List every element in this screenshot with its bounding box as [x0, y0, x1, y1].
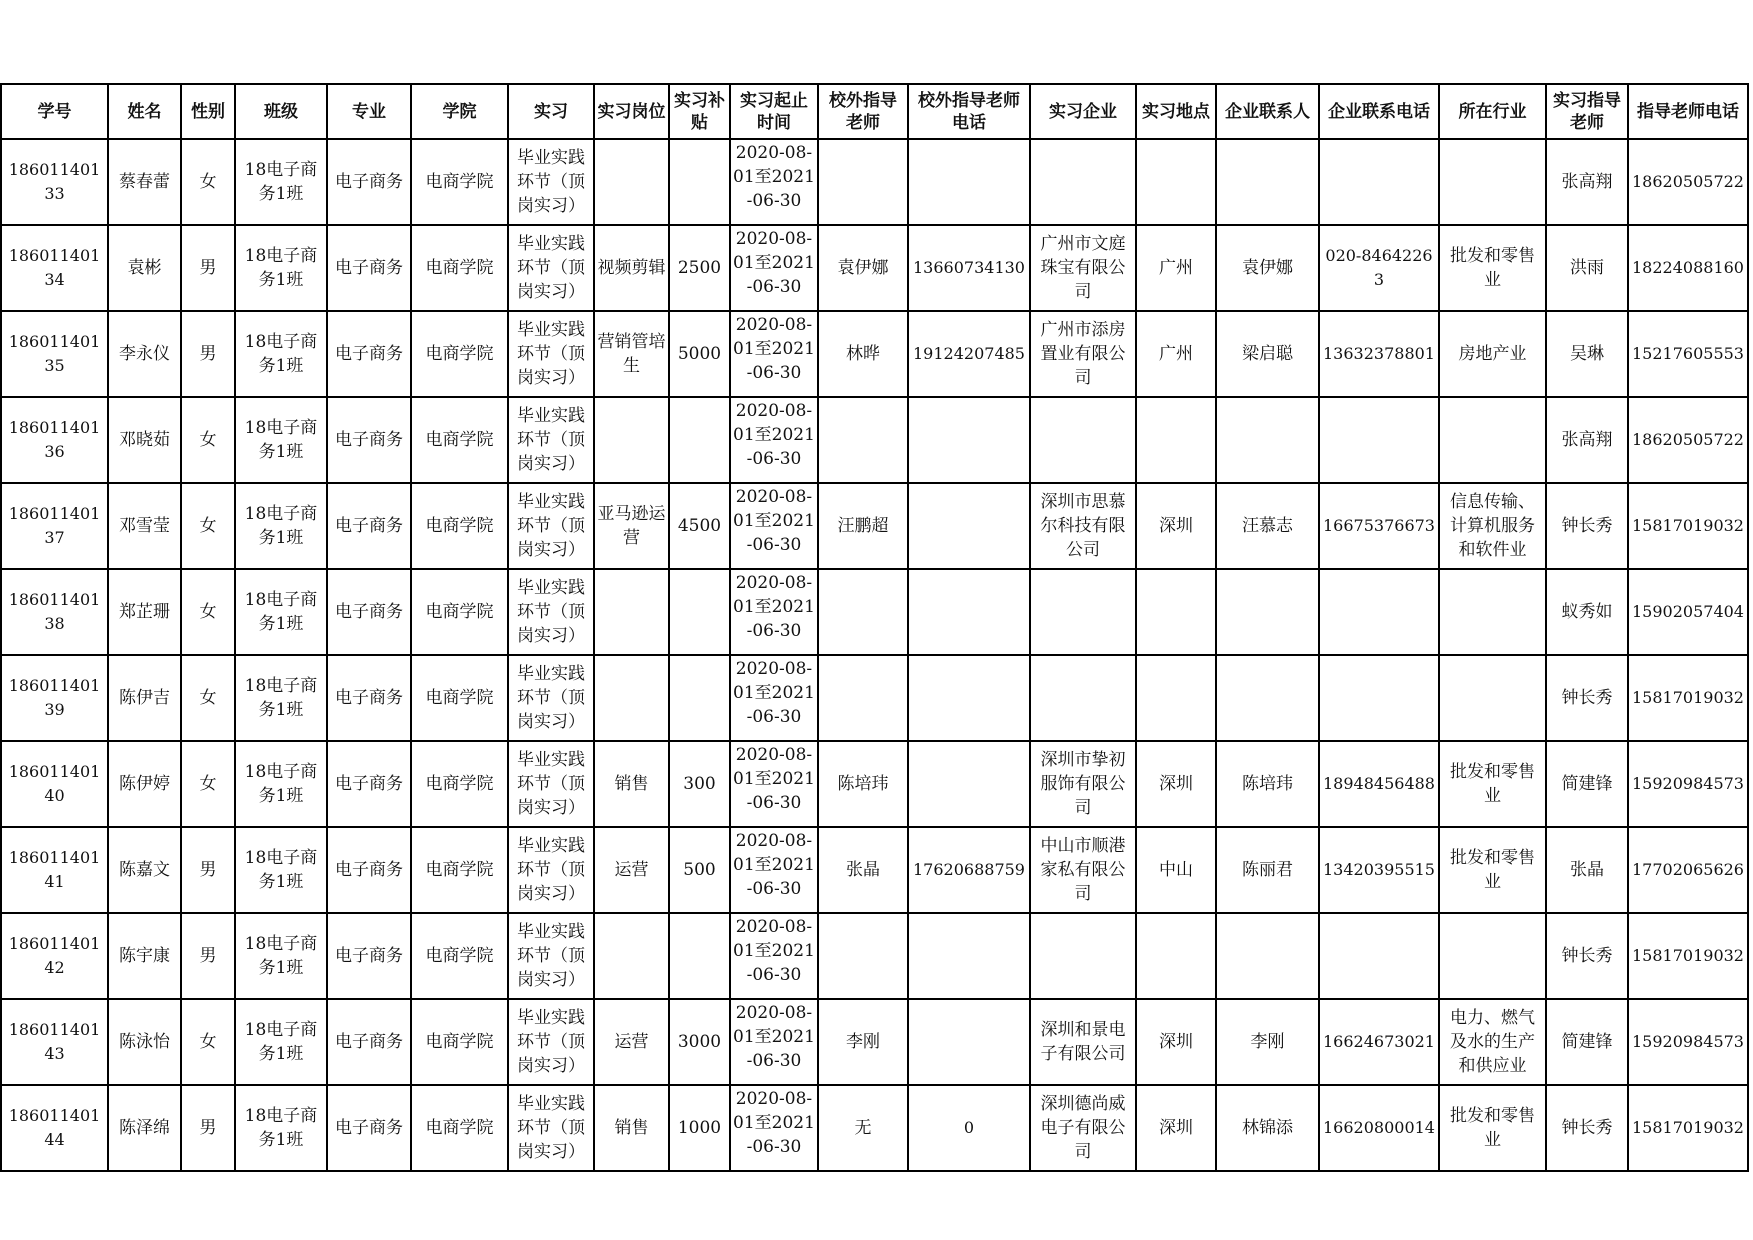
cell-company-phone	[1319, 569, 1439, 655]
cell-name: 陈伊吉	[108, 655, 181, 741]
cell-period	[730, 139, 818, 225]
cell-company-phone	[1319, 397, 1439, 483]
cell-advisor-phone: 15817019032	[1628, 913, 1748, 999]
cell-major: 电子商务	[327, 311, 411, 397]
cell-gender: 女	[181, 741, 235, 827]
cell-external-advisor-phone	[908, 913, 1030, 999]
header-subsidy: 实习补贴	[669, 84, 730, 139]
cell-external-advisor: 李刚	[818, 999, 908, 1085]
cell-company: 深圳市挚初服饰有限公司	[1030, 741, 1136, 827]
cell-internship-type: 毕业实践环节（顶岗实习）	[508, 913, 594, 999]
cell-period	[730, 655, 818, 741]
cell-name: 郑芷珊	[108, 569, 181, 655]
cell-external-advisor	[818, 397, 908, 483]
cell-gender: 男	[181, 913, 235, 999]
cell-position	[594, 569, 669, 655]
cell-subsidy	[669, 913, 730, 999]
cell-position	[594, 913, 669, 999]
table-row	[1, 741, 1748, 827]
header-industry: 所在行业	[1439, 84, 1546, 139]
cell-major: 电子商务	[327, 397, 411, 483]
cell-subsidy	[669, 139, 730, 225]
cell-external-advisor-phone	[908, 655, 1030, 741]
cell-period	[730, 225, 818, 311]
cell-college: 电商学院	[411, 741, 508, 827]
cell-class: 18电子商务1班	[235, 1085, 327, 1171]
cell-company-contact: 梁启聪	[1216, 311, 1319, 397]
cell-student-id: 18601140135	[1, 311, 108, 397]
cell-internship-advisor: 吴琳	[1546, 311, 1628, 397]
header-company-contact: 企业联系人	[1216, 84, 1319, 139]
cell-industry: 批发和零售业	[1439, 225, 1546, 311]
cell-name: 陈宇康	[108, 913, 181, 999]
cell-company	[1030, 569, 1136, 655]
cell-internship-advisor: 钟长秀	[1546, 655, 1628, 741]
cell-name: 袁彬	[108, 225, 181, 311]
cell-position: 视频剪辑	[594, 225, 669, 311]
cell-external-advisor-phone: 13660734130	[908, 225, 1030, 311]
cell-college: 电商学院	[411, 397, 508, 483]
cell-location	[1136, 569, 1216, 655]
cell-external-advisor-phone	[908, 999, 1030, 1085]
cell-major: 电子商务	[327, 913, 411, 999]
period-text: 2020-08-01至2021-06-30	[733, 315, 815, 383]
cell-subsidy: 5000	[669, 311, 730, 397]
cell-company-contact: 林锦添	[1216, 1085, 1319, 1171]
cell-name: 邓雪莹	[108, 483, 181, 569]
header-gender: 性别	[181, 84, 235, 139]
cell-internship-type: 毕业实践环节（顶岗实习）	[508, 999, 594, 1085]
cell-external-advisor: 袁伊娜	[818, 225, 908, 311]
cell-subsidy	[669, 655, 730, 741]
header-internship-type: 实习	[508, 84, 594, 139]
cell-industry: 信息传输、计算机服务和软件业	[1439, 483, 1546, 569]
cell-internship-advisor: 钟长秀	[1546, 483, 1628, 569]
cell-class: 18电子商务1班	[235, 655, 327, 741]
cell-internship-advisor: 张高翔	[1546, 397, 1628, 483]
cell-college: 电商学院	[411, 483, 508, 569]
cell-internship-advisor: 钟长秀	[1546, 913, 1628, 999]
cell-internship-advisor: 洪雨	[1546, 225, 1628, 311]
cell-industry	[1439, 569, 1546, 655]
cell-external-advisor	[818, 569, 908, 655]
header-name: 姓名	[108, 84, 181, 139]
cell-period	[730, 1085, 818, 1171]
cell-external-advisor-phone	[908, 569, 1030, 655]
cell-company	[1030, 655, 1136, 741]
cell-student-id: 18601140143	[1, 999, 108, 1085]
cell-position: 营销管培生	[594, 311, 669, 397]
cell-internship-advisor: 钟长秀	[1546, 1085, 1628, 1171]
cell-position	[594, 397, 669, 483]
cell-gender: 男	[181, 1085, 235, 1171]
cell-company: 广州市文庭珠宝有限公司	[1030, 225, 1136, 311]
cell-name: 李永仪	[108, 311, 181, 397]
cell-advisor-phone: 18620505722	[1628, 139, 1748, 225]
cell-company: 中山市顺港家私有限公司	[1030, 827, 1136, 913]
header-period: 实习起止时间	[730, 84, 818, 139]
header-internship-advisor: 实习指导老师	[1546, 84, 1628, 139]
cell-location	[1136, 913, 1216, 999]
cell-advisor-phone: 17702065626	[1628, 827, 1748, 913]
cell-internship-type: 毕业实践环节（顶岗实习）	[508, 225, 594, 311]
table-row	[1, 483, 1748, 569]
period-text: 2020-08-01至2021-06-30	[733, 401, 815, 469]
cell-internship-type: 毕业实践环节（顶岗实习）	[508, 655, 594, 741]
cell-company	[1030, 397, 1136, 483]
cell-position: 运营	[594, 999, 669, 1085]
cell-company: 深圳市思慕尔科技有限公司	[1030, 483, 1136, 569]
cell-class: 18电子商务1班	[235, 483, 327, 569]
cell-college: 电商学院	[411, 139, 508, 225]
cell-position	[594, 655, 669, 741]
cell-major: 电子商务	[327, 999, 411, 1085]
cell-industry	[1439, 655, 1546, 741]
period-text: 2020-08-01至2021-06-30	[733, 1089, 815, 1157]
cell-industry: 批发和零售业	[1439, 1085, 1546, 1171]
cell-location	[1136, 655, 1216, 741]
cell-subsidy	[669, 569, 730, 655]
cell-internship-type: 毕业实践环节（顶岗实习）	[508, 311, 594, 397]
cell-student-id: 18601140138	[1, 569, 108, 655]
cell-industry	[1439, 913, 1546, 999]
cell-company-phone: 020-84642263	[1319, 225, 1439, 311]
cell-internship-type: 毕业实践环节（顶岗实习）	[508, 569, 594, 655]
cell-company-contact	[1216, 397, 1319, 483]
cell-advisor-phone: 18620505722	[1628, 397, 1748, 483]
cell-name: 陈嘉文	[108, 827, 181, 913]
cell-major: 电子商务	[327, 1085, 411, 1171]
cell-name: 陈泽绵	[108, 1085, 181, 1171]
cell-internship-type: 毕业实践环节（顶岗实习）	[508, 139, 594, 225]
cell-gender: 女	[181, 139, 235, 225]
cell-gender: 女	[181, 655, 235, 741]
cell-company: 深圳德尚威电子有限公司	[1030, 1085, 1136, 1171]
cell-industry: 房地产业	[1439, 311, 1546, 397]
internship-table	[0, 83, 1749, 1172]
cell-class: 18电子商务1班	[235, 741, 327, 827]
cell-company-contact	[1216, 569, 1319, 655]
table-row	[1, 225, 1748, 311]
cell-internship-type: 毕业实践环节（顶岗实习）	[508, 741, 594, 827]
period-text: 2020-08-01至2021-06-30	[733, 1003, 815, 1071]
cell-external-advisor: 张晶	[818, 827, 908, 913]
cell-student-id: 18601140134	[1, 225, 108, 311]
table-row	[1, 913, 1748, 999]
header-external-advisor: 校外指导老师	[818, 84, 908, 139]
period-text: 2020-08-01至2021-06-30	[733, 917, 815, 985]
cell-external-advisor-phone	[908, 397, 1030, 483]
table-row	[1, 139, 1748, 225]
cell-company	[1030, 913, 1136, 999]
cell-student-id: 18601140139	[1, 655, 108, 741]
cell-gender: 男	[181, 225, 235, 311]
cell-position: 亚马逊运营	[594, 483, 669, 569]
cell-class: 18电子商务1班	[235, 913, 327, 999]
cell-external-advisor	[818, 655, 908, 741]
cell-student-id: 18601140136	[1, 397, 108, 483]
cell-company-phone	[1319, 139, 1439, 225]
cell-internship-advisor: 张高翔	[1546, 139, 1628, 225]
cell-location: 深圳	[1136, 741, 1216, 827]
cell-college: 电商学院	[411, 225, 508, 311]
cell-company-contact: 汪慕志	[1216, 483, 1319, 569]
cell-company-contact: 陈丽君	[1216, 827, 1319, 913]
cell-period	[730, 483, 818, 569]
cell-subsidy: 3000	[669, 999, 730, 1085]
table-row	[1, 655, 1748, 741]
cell-company: 广州市添房置业有限公司	[1030, 311, 1136, 397]
cell-external-advisor: 无	[818, 1085, 908, 1171]
cell-period	[730, 827, 818, 913]
cell-name: 陈伊婷	[108, 741, 181, 827]
cell-company-contact	[1216, 139, 1319, 225]
cell-location: 广州	[1136, 311, 1216, 397]
cell-college: 电商学院	[411, 655, 508, 741]
cell-subsidy	[669, 397, 730, 483]
cell-college: 电商学院	[411, 999, 508, 1085]
table-row	[1, 569, 1748, 655]
header-external-advisor-phone: 校外指导老师电话	[908, 84, 1030, 139]
cell-major: 电子商务	[327, 655, 411, 741]
header-location: 实习地点	[1136, 84, 1216, 139]
period-text: 2020-08-01至2021-06-30	[733, 831, 815, 899]
cell-gender: 女	[181, 397, 235, 483]
cell-industry: 批发和零售业	[1439, 741, 1546, 827]
cell-student-id: 18601140140	[1, 741, 108, 827]
cell-period	[730, 999, 818, 1085]
cell-advisor-phone: 18224088160	[1628, 225, 1748, 311]
cell-location: 深圳	[1136, 1085, 1216, 1171]
cell-company-phone: 18948456488	[1319, 741, 1439, 827]
cell-position: 销售	[594, 1085, 669, 1171]
cell-class: 18电子商务1班	[235, 311, 327, 397]
cell-location	[1136, 397, 1216, 483]
cell-external-advisor	[818, 913, 908, 999]
cell-company	[1030, 139, 1136, 225]
cell-internship-advisor: 简建锋	[1546, 999, 1628, 1085]
cell-company-phone: 13632378801	[1319, 311, 1439, 397]
cell-company-contact: 袁伊娜	[1216, 225, 1319, 311]
cell-period	[730, 741, 818, 827]
header-student-id: 学号	[1, 84, 108, 139]
cell-class: 18电子商务1班	[235, 225, 327, 311]
cell-location: 广州	[1136, 225, 1216, 311]
cell-period	[730, 311, 818, 397]
cell-college: 电商学院	[411, 913, 508, 999]
cell-subsidy: 500	[669, 827, 730, 913]
cell-major: 电子商务	[327, 483, 411, 569]
period-text: 2020-08-01至2021-06-30	[733, 745, 815, 813]
cell-internship-type: 毕业实践环节（顶岗实习）	[508, 483, 594, 569]
cell-company-contact: 李刚	[1216, 999, 1319, 1085]
cell-external-advisor: 汪鹏超	[818, 483, 908, 569]
cell-position: 运营	[594, 827, 669, 913]
header-company-phone: 企业联系电话	[1319, 84, 1439, 139]
cell-subsidy: 4500	[669, 483, 730, 569]
cell-location: 深圳	[1136, 483, 1216, 569]
cell-class: 18电子商务1班	[235, 999, 327, 1085]
cell-external-advisor	[818, 139, 908, 225]
cell-industry: 批发和零售业	[1439, 827, 1546, 913]
cell-college: 电商学院	[411, 827, 508, 913]
cell-gender: 男	[181, 311, 235, 397]
cell-external-advisor: 陈培玮	[818, 741, 908, 827]
cell-company-phone: 16624673021	[1319, 999, 1439, 1085]
cell-internship-advisor: 简建锋	[1546, 741, 1628, 827]
period-text: 2020-08-01至2021-06-30	[733, 573, 815, 641]
cell-college: 电商学院	[411, 1085, 508, 1171]
period-text: 2020-08-01至2021-06-30	[733, 659, 815, 727]
cell-college: 电商学院	[411, 569, 508, 655]
cell-period	[730, 569, 818, 655]
cell-advisor-phone: 15217605553	[1628, 311, 1748, 397]
cell-company: 深圳和景电子有限公司	[1030, 999, 1136, 1085]
period-text: 2020-08-01至2021-06-30	[733, 229, 815, 297]
cell-company-phone: 16675376673	[1319, 483, 1439, 569]
cell-external-advisor: 林晔	[818, 311, 908, 397]
cell-external-advisor-phone: 19124207485	[908, 311, 1030, 397]
cell-subsidy: 1000	[669, 1085, 730, 1171]
cell-student-id: 18601140137	[1, 483, 108, 569]
cell-internship-type: 毕业实践环节（顶岗实习）	[508, 1085, 594, 1171]
cell-major: 电子商务	[327, 741, 411, 827]
cell-period	[730, 397, 818, 483]
cell-position: 销售	[594, 741, 669, 827]
cell-industry	[1439, 397, 1546, 483]
period-text: 2020-08-01至2021-06-30	[733, 487, 815, 555]
cell-internship-type: 毕业实践环节（顶岗实习）	[508, 827, 594, 913]
header-company: 实习企业	[1030, 84, 1136, 139]
cell-external-advisor-phone	[908, 483, 1030, 569]
cell-location	[1136, 139, 1216, 225]
cell-position	[594, 139, 669, 225]
cell-advisor-phone: 15920984573	[1628, 999, 1748, 1085]
cell-location: 深圳	[1136, 999, 1216, 1085]
cell-major: 电子商务	[327, 827, 411, 913]
cell-gender: 男	[181, 827, 235, 913]
header-advisor-phone: 指导老师电话	[1628, 84, 1748, 139]
cell-company-contact: 陈培玮	[1216, 741, 1319, 827]
cell-student-id: 18601140144	[1, 1085, 108, 1171]
cell-student-id: 18601140142	[1, 913, 108, 999]
cell-gender: 女	[181, 999, 235, 1085]
cell-company-contact	[1216, 913, 1319, 999]
cell-class: 18电子商务1班	[235, 827, 327, 913]
cell-period	[730, 913, 818, 999]
cell-gender: 女	[181, 569, 235, 655]
period-text: 2020-08-01至2021-06-30	[733, 143, 815, 211]
cell-external-advisor-phone	[908, 139, 1030, 225]
cell-industry: 电力、燃气及水的生产和供应业	[1439, 999, 1546, 1085]
cell-advisor-phone: 15902057404	[1628, 569, 1748, 655]
cell-major: 电子商务	[327, 225, 411, 311]
cell-advisor-phone: 15920984573	[1628, 741, 1748, 827]
cell-company-phone: 13420395515	[1319, 827, 1439, 913]
cell-location: 中山	[1136, 827, 1216, 913]
table-row	[1, 827, 1748, 913]
cell-student-id: 18601140133	[1, 139, 108, 225]
cell-company-contact	[1216, 655, 1319, 741]
table-row	[1, 311, 1748, 397]
table-row	[1, 999, 1748, 1085]
cell-class: 18电子商务1班	[235, 397, 327, 483]
cell-internship-advisor: 张晶	[1546, 827, 1628, 913]
cell-external-advisor-phone	[908, 741, 1030, 827]
cell-company-phone	[1319, 655, 1439, 741]
header-position: 实习岗位	[594, 84, 669, 139]
cell-gender: 女	[181, 483, 235, 569]
cell-advisor-phone: 15817019032	[1628, 655, 1748, 741]
cell-industry	[1439, 139, 1546, 225]
cell-name: 邓晓茹	[108, 397, 181, 483]
cell-class: 18电子商务1班	[235, 569, 327, 655]
header-major: 专业	[327, 84, 411, 139]
cell-internship-advisor: 蚁秀如	[1546, 569, 1628, 655]
cell-advisor-phone: 15817019032	[1628, 483, 1748, 569]
cell-major: 电子商务	[327, 139, 411, 225]
table-row	[1, 1085, 1748, 1171]
cell-advisor-phone: 15817019032	[1628, 1085, 1748, 1171]
cell-college: 电商学院	[411, 311, 508, 397]
cell-class: 18电子商务1班	[235, 139, 327, 225]
cell-internship-type: 毕业实践环节（顶岗实习）	[508, 397, 594, 483]
cell-subsidy: 2500	[669, 225, 730, 311]
cell-company-phone	[1319, 913, 1439, 999]
header-row	[1, 84, 1748, 139]
cell-major: 电子商务	[327, 569, 411, 655]
cell-external-advisor-phone: 0	[908, 1085, 1030, 1171]
cell-external-advisor-phone: 17620688759	[908, 827, 1030, 913]
cell-name: 陈泳怡	[108, 999, 181, 1085]
table-row	[1, 397, 1748, 483]
cell-subsidy: 300	[669, 741, 730, 827]
header-college: 学院	[411, 84, 508, 139]
cell-student-id: 18601140141	[1, 827, 108, 913]
cell-company-phone: 16620800014	[1319, 1085, 1439, 1171]
cell-name: 蔡春蕾	[108, 139, 181, 225]
header-class: 班级	[235, 84, 327, 139]
